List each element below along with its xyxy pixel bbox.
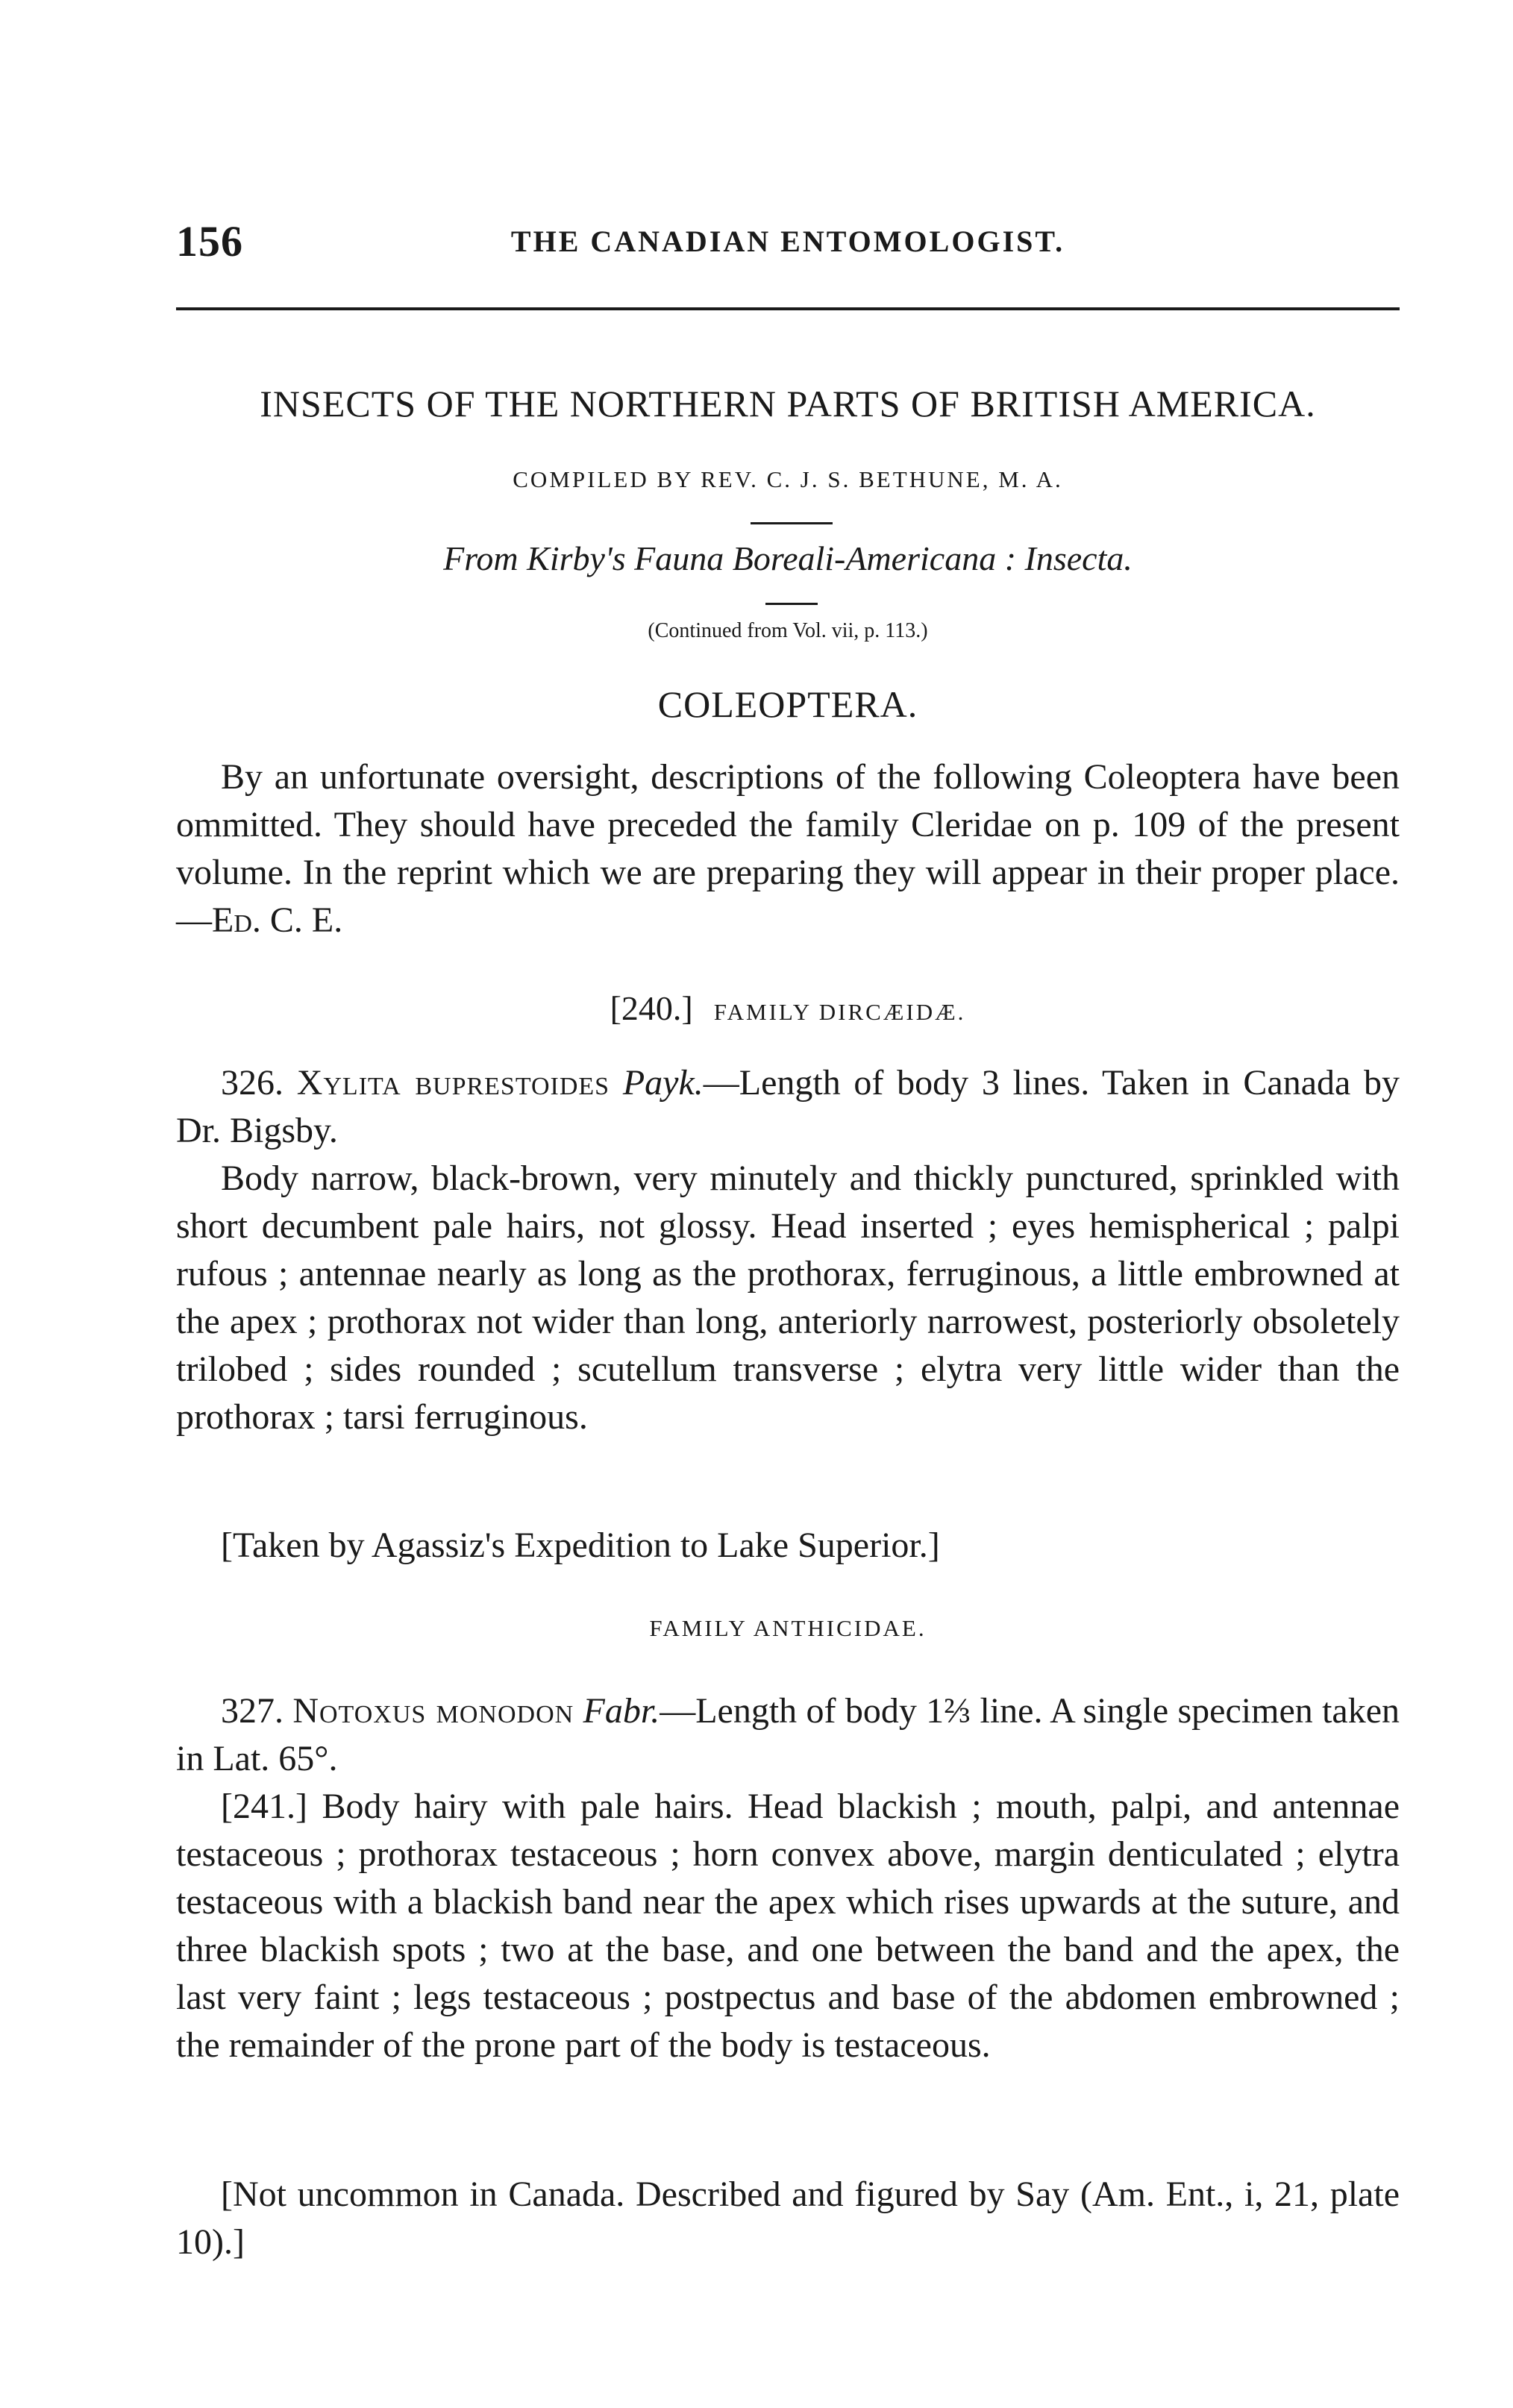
species-author: Payk. [622, 1063, 704, 1103]
compiler-line: COMPILED BY REV. C. J. S. BETHUNE, M. A. [513, 466, 1063, 492]
header-rule [176, 307, 1400, 310]
species-326-description: Body narrow, black-brown, very minutely and thickly punctured, sprinkled with short decumbent pale hairs, not glossy. Head inserted ; eyes hemispherical ; palpi rufous ; antennae nearly as long as the prothorax, ferruginous, a little embrowned at the apex ; prothorax not wider than long, anteriorly narrowest, posteriorly obsoletely trilobed ; sides rounded ; scutellum transverse ; elytra very little wider than the prothorax ; tarsi ferruginous. [176, 1158, 1400, 1437]
continued-note: (Continued from Vol. vii, p. 113.) [648, 619, 928, 642]
species-327-description: [241.] Body hairy with pale hairs. Head blackish ; mouth, palpi, and antennae testaceous ; prothorax testaceous ; horn convex above, margin denticulated ; elytra testaceous with a blackish band near the apex which rises upwards at the suture, and three blackish spots ; two at the base, and one between the band and the apex, the last very faint ; legs testaceous ; postpectus and base of the abdomen embrowned ; the remainder of the prone part of the body is testaceous. [176, 1787, 1400, 2065]
family-name: FAMILY DIRCÆIDÆ. [713, 999, 966, 1025]
species-summary: —Length of body 3 lines. Taken in Canada by Dr. Bigsby. [176, 1063, 1400, 1150]
species-326-entry [176, 1059, 1400, 1155]
order-heading: COLEOPTERA. [657, 683, 918, 725]
editor-note-text: By an unfortunate oversight, descriptions of the following Coleoptera have been ommitted. They should have preceded the family Cleridae on p. 109 of the present volume. In the reprint which we are preparing they will appear in their proper place.— [176, 757, 1400, 940]
species-summary: —Length of body 1⅔ line. A single specimen taken in Lat. 65°. [176, 1691, 1400, 1778]
editor-note [176, 753, 1400, 944]
species-326-note: [Taken by Agassiz's Expedition to Lake Superior.] [221, 1526, 940, 1565]
divider-rule [751, 522, 833, 524]
species-327-note: [Not uncommon in Canada. Described and figured by Say (Am. Ent., i, 21, plate 10).] [176, 2175, 1400, 2262]
article-title: INSECTS OF THE NORTHERN PARTS OF BRITISH AMERICA. [260, 383, 1316, 424]
species-name: Xylita buprestoides [296, 1063, 610, 1103]
species-327-entry [176, 1687, 1400, 1783]
divider-rule [765, 603, 818, 605]
species-author: Fabr. [583, 1691, 660, 1731]
running-head [176, 216, 1400, 276]
family-heading-anthicidae: FAMILY ANTHICIDAE. [649, 1615, 927, 1641]
species-name: Notoxus monodon [292, 1691, 574, 1731]
species-number: 327. [221, 1691, 284, 1731]
editor-signature: Ed. C. E. [212, 900, 343, 940]
journal-title: THE CANADIAN ENTOMOLOGIST. [510, 225, 1065, 258]
family-ref: [240.] [610, 989, 693, 1027]
species-number: 326. [221, 1063, 284, 1103]
source-line: From Kirby's Fauna Boreali-Americana : Insecta. [443, 539, 1133, 577]
page-number: 156 [176, 217, 243, 266]
family-heading-dircaeidae [176, 988, 1400, 1028]
